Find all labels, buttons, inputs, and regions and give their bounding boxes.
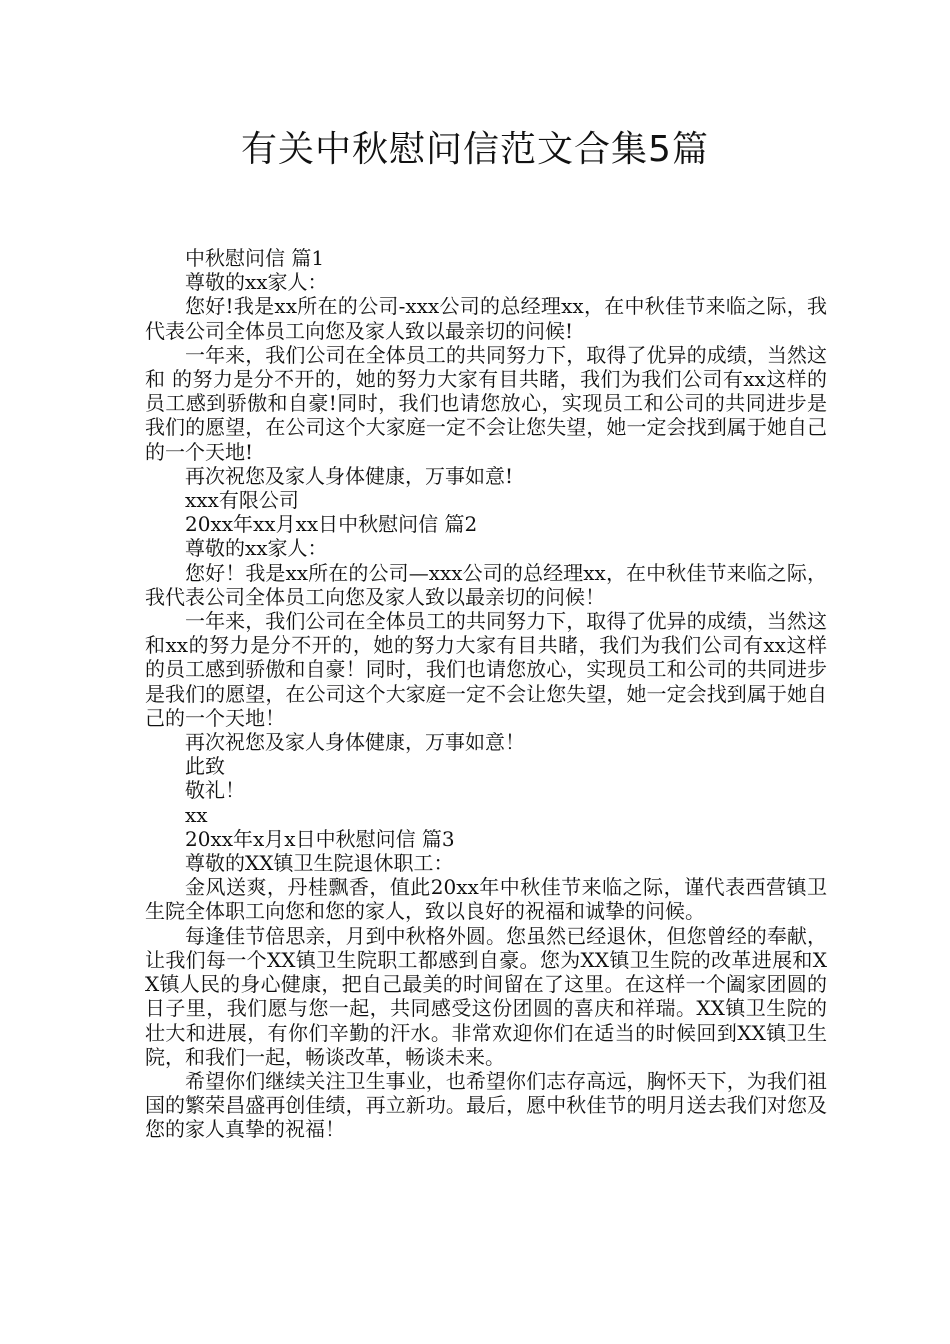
salutation-1: 尊敬的xx家人： bbox=[185, 270, 328, 295]
paragraph: 每逢佳节倍思亲，月到中秋格外圆。您虽然已经退休，但您曾经的奉献，让我们每一个XX镇卫生院职工都感到自豪。您为XX镇卫生院的改革进展和XX镇人民的身心健康，把自己最美的时间留在了这里。在这样一个阖家团圆的日子里，我们愿与您一起，共同感受这份团圆的喜庆和祥瑞。XX镇卫生院的壮大和进展，有你们辛勤的汗水。非常欢迎你们在适当的时候回到XX镇卫生院，和我们一起，畅谈改革，畅谈未来。 bbox=[145, 923, 827, 1069]
signature-2: xx bbox=[185, 802, 208, 827]
section-heading-1: 中秋慰问信 篇1 bbox=[185, 246, 325, 270]
document-body bbox=[145, 246, 827, 1142]
document-title: 有关中秋慰问信范文合集5篇 bbox=[241, 129, 709, 170]
section-heading-3: 20xx年x月x日中秋慰问信 篇3 bbox=[185, 826, 455, 851]
paragraph: 一年来，我们公司在全体员工的共同努力下，取得了优异的成绩，当然这和 的努力是分不开的，她的努力大家有目共睹，我们为我们公司有xx这样的员工感到骄傲和自豪!同时，我们也请您放心，实现员工和公司的共同进步是我们的愿望，在公司这个大家庭一定不会让您失望，她一定会找到属于她自己的一个天地! bbox=[145, 342, 827, 464]
signature-1: xxx有限公司 bbox=[185, 488, 299, 513]
paragraph: 您好!我是xx所在的公司-xxx公司的总经理xx，在中秋佳节来临之际，我代表公司全体员工向您及家人致以最亲切的问候! bbox=[145, 294, 827, 343]
section-heading-2: 20xx年xx月xx日中秋慰问信 篇2 bbox=[185, 512, 478, 537]
closing-line: 此致 bbox=[185, 754, 225, 779]
paragraph: 再次祝您及家人身体健康，万事如意！ bbox=[185, 730, 525, 755]
salutation-3: 尊敬的XX镇卫生院退休职工： bbox=[185, 851, 454, 876]
paragraph: 再次祝您及家人身体健康，万事如意! bbox=[185, 463, 514, 488]
paragraph: 希望你们继续关注卫生事业，也希望你们志存高远，胸怀天下，为我们祖国的繁荣昌盛再创佳绩，再立新功。最后，愿中秋佳节的明月送去我们对您及您的家人真挚的祝福！ bbox=[145, 1068, 827, 1142]
paragraph: 一年来，我们公司在全体员工的共同努力下，取得了优异的成绩，当然这和xx的努力是分不开的，她的努力大家有目共睹，我们为我们公司有xx这样的员工感到骄傲和自豪！同时，我们也请您放心，实现员工和公司的共同进步是我们的愿望，在公司这个大家庭一定不会让您失望，她一定会找到属于她自己的一个天地！ bbox=[145, 609, 827, 730]
closing-salute: 敬礼！ bbox=[185, 778, 245, 803]
paragraph: 金风送爽，丹桂飘香，值此20xx年中秋佳节来临之际，谨代表西营镇卫生院全体职工向您和您的家人，致以良好的祝福和诚挚的问候。 bbox=[145, 875, 827, 924]
paragraph: 您好！我是xx所在的公司—xxx公司的总经理xx，在中秋佳节来临之际，我代表公司全体员工向您及家人致以最亲切的问候！ bbox=[145, 560, 827, 609]
salutation-2: 尊敬的xx家人： bbox=[185, 536, 328, 561]
